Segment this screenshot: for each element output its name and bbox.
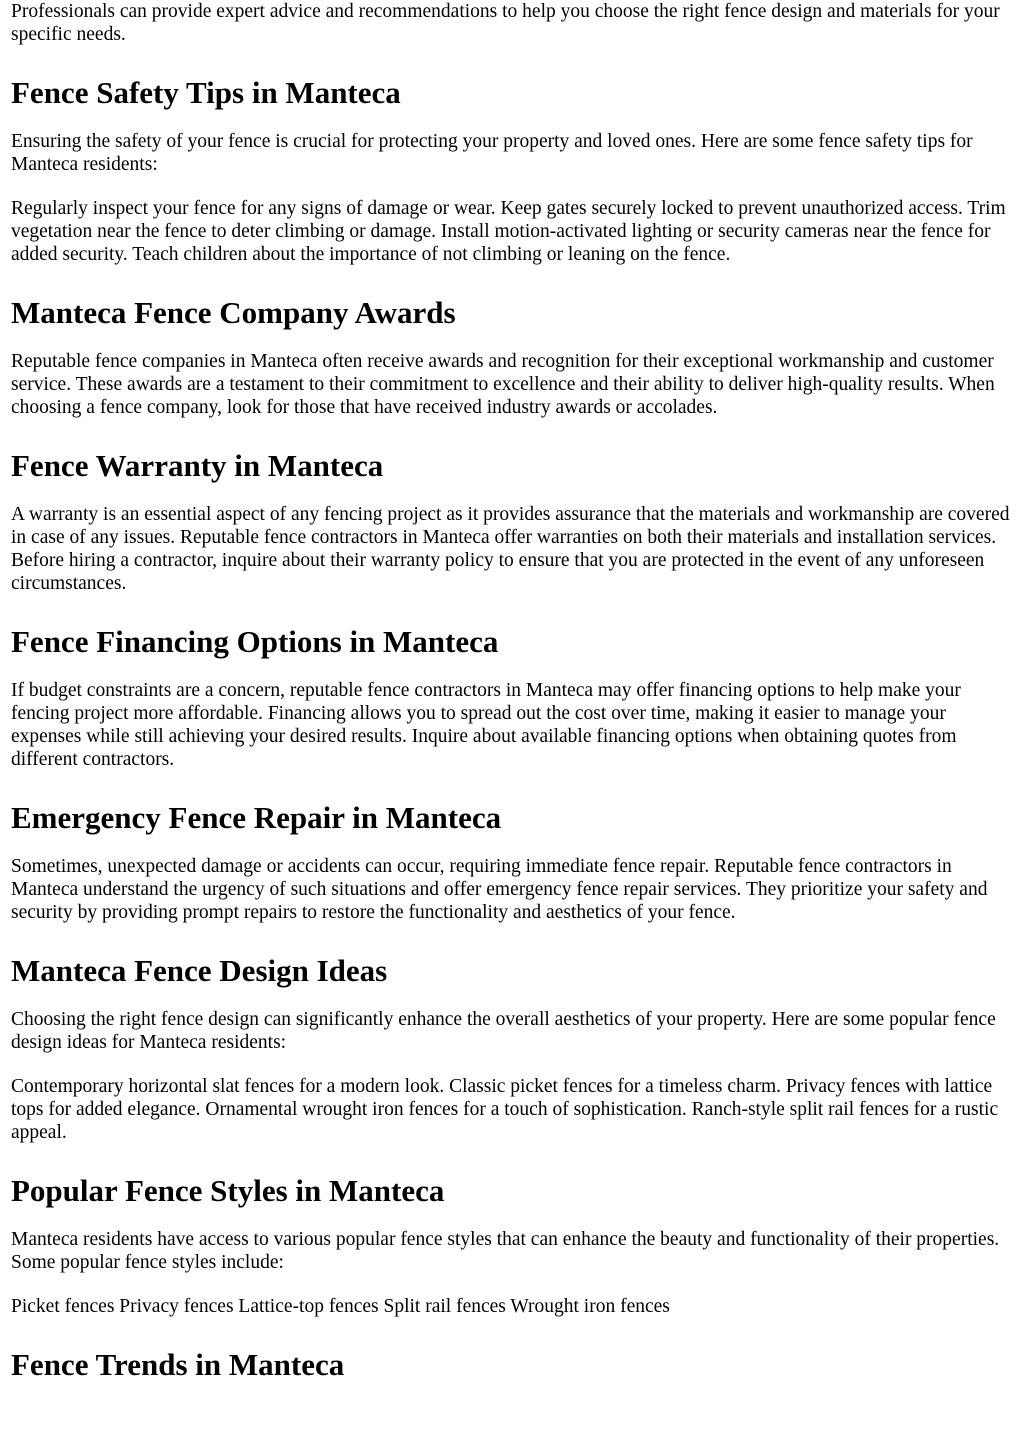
section-paragraph: Ensuring the safety of your fence is crucial for protecting your property and loved ones. Here are some fence safety tips for Manteca residents: — [11, 131, 973, 175]
section — [11, 1144, 1014, 1318]
section-paragraph: Sometimes, unexpected damage or accidents can occur, requiring immediate fence repair. Reputable fence contractors in Manteca understand the urgency of such situations and offer emergency fence repair services. They prioritize your safety and security by providing prompt repairs to restore the functionality and aesthetics of your fence. — [11, 856, 988, 923]
section-paragraph: Manteca residents have access to various popular fence styles that can enhance the beauty and functionality of their properties. Some popular fence styles include: — [11, 1229, 1000, 1273]
section-paragraph: Regularly inspect your fence for any signs of damage or wear. Keep gates securely locked to prevent unauthorized access. Trim vegetation near the fence to deter climbing or damage. Install motion-activated lighting or security cameras near the fence for added security. Teach children about the importance of not climbing or leaning on the fence. — [11, 198, 1006, 265]
section-paragraph: If budget constraints are a concern, reputable fence contractors in Manteca may offer financing options to help make your fencing project more affordable. Financing allows you to spread out the cost over time, making it easier to manage your expenses while still achieving your desired results. Inquire about available financing options when obtaining quotes from different contractors. — [11, 680, 961, 770]
section-paragraph: Contemporary horizontal slat fences for a modern look. Classic picket fences for a timeless charm. Privacy fences with lattice tops for added elegance. Ornamental wrought iron fences for a touch of sophistication. Ranch-style split rail fences for a rustic appeal. — [11, 1076, 999, 1143]
spacer — [11, 419, 1014, 448]
section-heading: Fence Financing Options in Manteca — [11, 624, 499, 659]
spacer — [11, 266, 1014, 295]
section-heading: Manteca Fence Design Ideas — [11, 953, 388, 988]
spacer — [11, 111, 1014, 130]
section-heading: Emergency Fence Repair in Manteca — [11, 800, 502, 835]
spacer — [11, 46, 1014, 75]
spacer — [11, 1209, 1014, 1228]
section — [11, 419, 1014, 595]
spacer — [11, 331, 1014, 350]
section — [11, 46, 1014, 266]
spacer — [11, 989, 1014, 1008]
spacer — [11, 176, 1014, 197]
spacer — [11, 771, 1014, 800]
section — [11, 924, 1014, 1144]
section-heading: Manteca Fence Company Awards — [11, 295, 456, 330]
section-paragraph: Picket fences Privacy fences Lattice-top fences Split rail fences Wrought iron fences — [11, 1296, 670, 1317]
section-paragraph: Choosing the right fence design can significantly enhance the overall aesthetics of your property. Here are some popular fence design ideas for Manteca residents: — [11, 1009, 996, 1053]
section-heading: Fence Trends in Manteca — [11, 1347, 345, 1382]
section-heading: Fence Safety Tips in Manteca — [11, 75, 401, 110]
spacer — [11, 660, 1014, 679]
section-heading: Fence Warranty in Manteca — [11, 448, 384, 483]
sections-container — [11, 46, 1014, 1383]
section — [11, 771, 1014, 924]
spacer — [11, 484, 1014, 503]
section-heading: Popular Fence Styles in Manteca — [11, 1173, 445, 1208]
section-paragraph: A warranty is an essential aspect of any fencing project as it provides assurance that the materials and workmanship are covered in case of any issues. Reputable fence contractors in Manteca offer warranties on both their materials and installation services. Before hiring a contractor, inquire about their warranty policy to ensure that you are protected in the event of any unforeseen circumstances. — [11, 504, 1010, 594]
spacer — [11, 595, 1014, 624]
spacer — [11, 1054, 1014, 1075]
spacer — [11, 836, 1014, 855]
section-paragraph: Reputable fence companies in Manteca often receive awards and recognition for their exceptional workmanship and customer service. These awards are a testament to their commitment to excellence and their ability to deliver high-quality results. When choosing a fence company, look for those that have received industry awards or accolades. — [11, 351, 995, 418]
spacer — [11, 1144, 1014, 1173]
spacer — [11, 1274, 1014, 1295]
spacer — [11, 1318, 1014, 1347]
intro-paragraph: Professionals can provide expert advice and recommendations to help you choose the right fence design and materials for your specific needs. — [11, 1, 1000, 45]
section — [11, 266, 1014, 419]
section — [11, 595, 1014, 771]
section — [11, 1318, 1014, 1383]
spacer — [11, 924, 1014, 953]
